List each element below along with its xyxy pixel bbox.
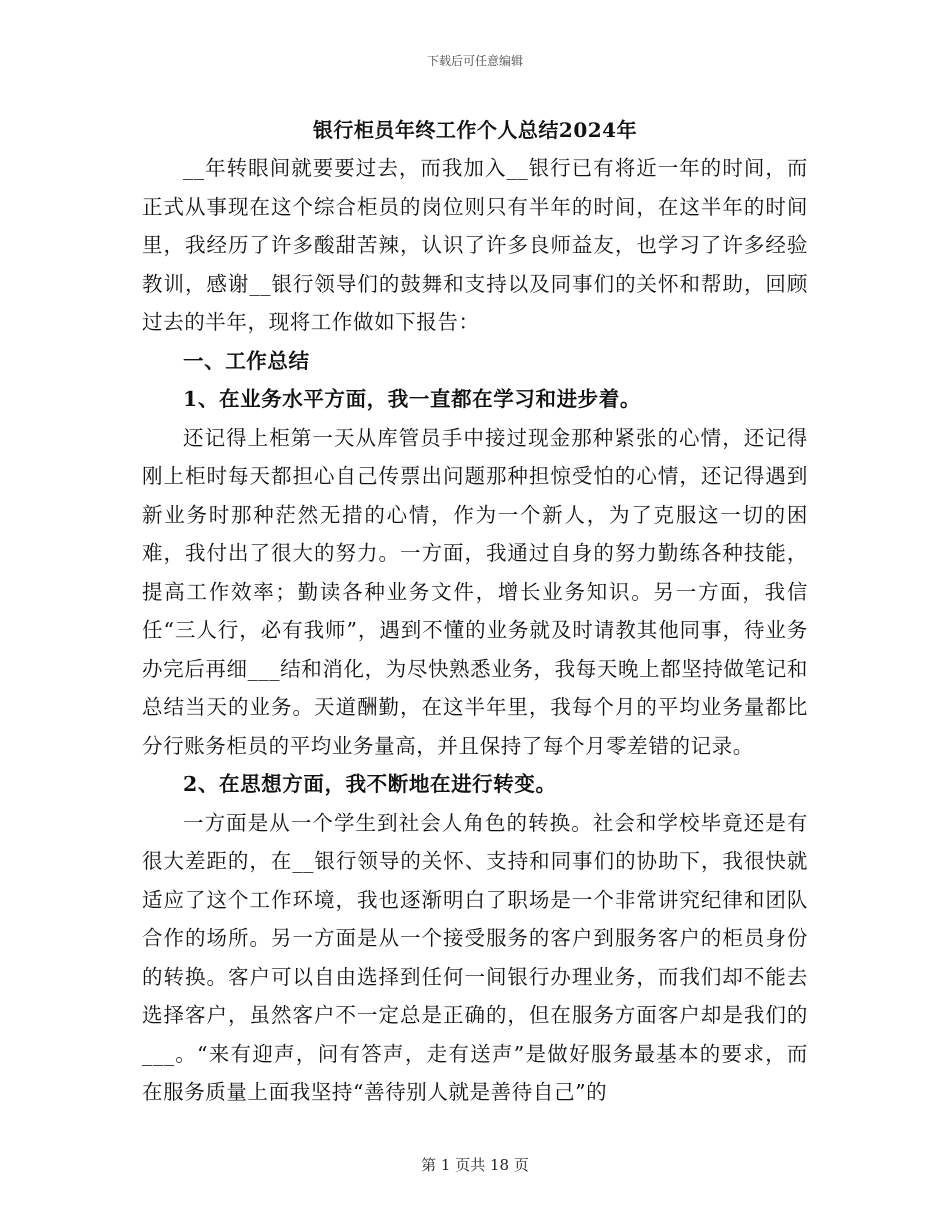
- page-footer: 第 1 页共 18 页: [421, 1156, 529, 1174]
- intro-paragraph: __年转眼间就要要过去，而我加入__银行已有将近一年的时间，而正式从事现在这个综合柜员的岗位则只有半年的时间，在这半年的时间里，我经历了许多酸甜苦辣，认识了许多良师益友，也学习了许多经验教训，感谢__银行领导们的鼓舞和支持以及同事们的关怀和帮助，回顾过去的半年，现将工作做如下报告：: [142, 156, 808, 334]
- subheading-thinking: 2、在思想方面，我不断地在进行转变。: [183, 772, 557, 796]
- section-heading-work-summary: 一、工作总结: [183, 348, 310, 373]
- document-body: [142, 149, 808, 1112]
- header-note: 下载后可任意编辑: [426, 54, 523, 68]
- thinking-paragraph: 一方面是从一个学生到社会人角色的转换。社会和学校毕竟还是有很大差距的，在__银行领导的关怀、支持和同事们的协助下，我很快就适应了这个工作环境，我也逐渐明白了职场是一个非常讲究纪律和团队合作的场所。另一方面是从一个接受服务的客户到服务客户的柜员身份的转换。客户可以自由选择到任何一间银行办理业务，而我们却不能去选择客户，虽然客户不一定总是正确的，但在服务方面客户却是我们的___。“来有迎声，问有答声，走有送声”是做好服务最基本的要求，而在服务质量上面我坚持“善待别人就是善待自己”的: [142, 810, 808, 1104]
- document-title: 银行柜员年终工作个人总结2024年: [312, 118, 638, 142]
- business-level-paragraph: 还记得上柜第一天从库管员手中接过现金那种紧张的心情，还记得刚上柜时每天都担心自己传票出问题那种担惊受怕的心情，还记得遇到新业务时那种茫然无措的心情，作为一个新人，为了克服这一切的困难，我付出了很大的努力。一方面，我通过自身的努力勤练各种技能，提高工作效率；勤读各种业务文件，增长业务知识。另一方面，我信任“三人行，必有我师”，遇到不懂的业务就及时请教其他同事，待业务办完后再细___结和消化，为尽快熟悉业务，我每天晚上都坚持做笔记和总结当天的业务。天道酬勤，在这半年里，我每个月的平均业务量都比分行账务柜员的平均业务量高，并且保持了每个月零差错的记录。: [142, 425, 808, 758]
- subheading-business-level: 1、在业务水平方面，我一直都在学习和进步着。: [183, 387, 641, 411]
